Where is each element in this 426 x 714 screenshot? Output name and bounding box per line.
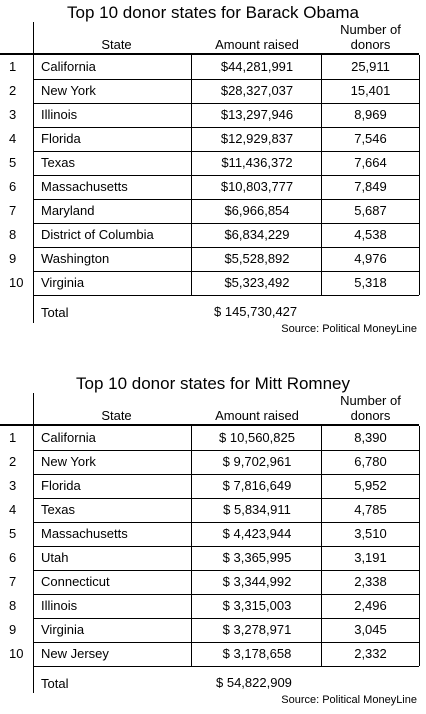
- rank-cell: 3: [9, 107, 17, 122]
- rank-cell: 9: [9, 622, 17, 637]
- rank-cell: 8: [9, 227, 17, 242]
- rank-cell: 2: [9, 83, 17, 98]
- rank-cell: 6: [9, 550, 17, 565]
- table-row: [0, 450, 426, 474]
- amount-cell: $5,323,492: [224, 275, 290, 290]
- rank-cell: 1: [9, 59, 17, 74]
- row-divider: [33, 79, 419, 80]
- donors-cell: 6,780: [354, 454, 387, 469]
- donors-cell: 5,687: [354, 203, 387, 218]
- donors-cell: 8,969: [354, 107, 387, 122]
- row-divider: [33, 642, 419, 643]
- state-cell: Florida: [41, 478, 81, 493]
- total-value: $ 54,822,909: [216, 675, 292, 690]
- romney-table-block: [0, 370, 426, 714]
- amount-cell: $ 5,834,911: [223, 502, 291, 517]
- row-divider: [33, 594, 419, 595]
- state-cell: California: [41, 59, 96, 74]
- amount-cell: $12,929,837: [220, 131, 294, 146]
- amount-cell: $6,966,854: [224, 203, 290, 218]
- source-note: Source: Political MoneyLine: [281, 694, 417, 706]
- table-row: [0, 594, 426, 618]
- donors-cell: 8,390: [354, 430, 387, 445]
- row-divider: [33, 103, 419, 104]
- donors-cell: 2,338: [354, 574, 387, 589]
- row-divider: [33, 199, 419, 200]
- column-divider: [419, 426, 420, 666]
- amount-cell: $5,528,892: [224, 251, 290, 266]
- amount-cell: $44,281,991: [220, 59, 294, 74]
- donors-cell: 3,510: [354, 526, 387, 541]
- donors-cell: 5,318: [354, 275, 387, 290]
- state-cell: New Jersey: [41, 646, 109, 661]
- state-cell: Massachusetts: [41, 526, 128, 541]
- column-divider: [33, 22, 34, 323]
- donors-cell: 3,045: [354, 622, 387, 637]
- donors-cell: 15,401: [350, 83, 391, 98]
- amount-cell: $ 7,816,649: [222, 478, 292, 493]
- table-title: Top 10 donor states for Mitt Romney: [75, 374, 351, 393]
- row-divider: [33, 618, 419, 619]
- state-cell: Illinois: [41, 598, 78, 613]
- row-divider: [33, 223, 419, 224]
- table-row: [0, 522, 426, 546]
- rank-cell: 10: [9, 275, 24, 290]
- header-state: State: [101, 408, 132, 423]
- rank-cell: 6: [9, 179, 17, 194]
- amount-cell: $ 3,178,658: [222, 646, 292, 661]
- row-divider: [33, 570, 419, 571]
- table-row: [0, 55, 426, 79]
- donors-cell: 4,538: [354, 227, 387, 242]
- amount-cell: $13,297,946: [220, 107, 294, 122]
- rank-cell: 7: [9, 203, 17, 218]
- table-row: [0, 426, 426, 450]
- column-divider: [191, 55, 192, 295]
- row-divider: [33, 151, 419, 152]
- row-divider: [33, 295, 419, 296]
- rank-cell: 1: [9, 430, 17, 445]
- column-divider: [321, 55, 322, 295]
- row-divider: [33, 666, 419, 667]
- row-divider: [33, 546, 419, 547]
- table-title: Top 10 donor states for Barack Obama: [67, 3, 359, 22]
- header-donors-line1: Number of: [340, 22, 401, 37]
- row-divider: [33, 474, 419, 475]
- amount-cell: $6,834,229: [224, 227, 290, 242]
- state-cell: Utah: [41, 550, 69, 565]
- state-cell: Washington: [41, 251, 110, 266]
- table-row: [0, 570, 426, 594]
- rank-cell: 7: [9, 574, 17, 589]
- state-cell: California: [41, 430, 96, 445]
- header-donors-line2: donors: [350, 37, 391, 52]
- amount-cell: $28,327,037: [220, 83, 294, 98]
- row-divider: [33, 271, 419, 272]
- total-value: $ 145,730,427: [214, 304, 298, 319]
- amount-cell: $ 9,702,961: [222, 454, 292, 469]
- donors-cell: 7,849: [354, 179, 387, 194]
- total-label: Total: [41, 676, 69, 691]
- rank-cell: 10: [9, 646, 24, 661]
- donors-cell: 2,496: [354, 598, 387, 613]
- column-divider: [419, 55, 420, 295]
- column-divider: [33, 393, 34, 693]
- header-donors-line1: Number of: [340, 393, 401, 408]
- header-amount: Amount raised: [215, 408, 299, 423]
- amount-cell: $ 3,278,971: [222, 622, 292, 637]
- table-row: [0, 103, 426, 127]
- column-divider: [191, 426, 192, 666]
- row-divider: [33, 127, 419, 128]
- state-cell: Maryland: [41, 203, 95, 218]
- row-divider: [33, 175, 419, 176]
- obama-table-block: [0, 0, 426, 345]
- rank-cell: 3: [9, 478, 17, 493]
- state-cell: New York: [41, 83, 96, 98]
- state-cell: Texas: [41, 155, 75, 170]
- amount-cell: $ 3,365,995: [222, 550, 292, 565]
- state-cell: Virginia: [41, 275, 85, 290]
- row-divider: [33, 498, 419, 499]
- donors-cell: 5,952: [354, 478, 387, 493]
- table-row: [0, 247, 426, 271]
- table-row: [0, 642, 426, 666]
- row-divider: [33, 247, 419, 248]
- table-row: [0, 79, 426, 103]
- amount-cell: $ 3,344,992: [222, 574, 292, 589]
- table-row: [0, 175, 426, 199]
- amount-cell: $11,436,372: [221, 155, 293, 170]
- donors-cell: 4,785: [354, 502, 387, 517]
- donors-cell: 2,332: [354, 646, 387, 661]
- donors-cell: 7,546: [354, 131, 387, 146]
- rank-cell: 2: [9, 454, 17, 469]
- table-row: [0, 199, 426, 223]
- table-row: [0, 223, 426, 247]
- amount-cell: $10,803,777: [220, 179, 294, 194]
- table-row: [0, 546, 426, 570]
- rank-cell: 4: [9, 502, 17, 517]
- table-row: [0, 271, 426, 295]
- state-cell: Illinois: [41, 107, 78, 122]
- donors-cell: 3,191: [354, 550, 387, 565]
- amount-cell: $ 3,315,003: [222, 598, 292, 613]
- header-donors-line2: donors: [350, 408, 391, 423]
- state-cell: Virginia: [41, 622, 85, 637]
- table-row: [0, 474, 426, 498]
- donors-cell: 7,664: [354, 155, 387, 170]
- row-divider: [33, 522, 419, 523]
- state-cell: Florida: [41, 131, 81, 146]
- source-note: Source: Political MoneyLine: [281, 323, 417, 335]
- rank-cell: 8: [9, 598, 17, 613]
- row-divider: [33, 450, 419, 451]
- header-state: State: [101, 37, 132, 52]
- donors-cell: 25,911: [351, 59, 390, 74]
- state-cell: New York: [41, 454, 96, 469]
- donors-cell: 4,976: [354, 251, 387, 266]
- state-cell: District of Columbia: [41, 227, 154, 242]
- state-cell: Massachusetts: [41, 179, 128, 194]
- amount-cell: $ 10,560,825: [219, 430, 295, 445]
- amount-cell: $ 4,423,944: [222, 526, 292, 541]
- state-cell: Texas: [41, 502, 75, 517]
- table-row: [0, 498, 426, 522]
- table-row: [0, 127, 426, 151]
- rank-cell: 5: [9, 155, 17, 170]
- table-row: [0, 151, 426, 175]
- column-divider: [321, 426, 322, 666]
- total-label: Total: [41, 305, 69, 320]
- header-amount: Amount raised: [215, 37, 299, 52]
- table-row: [0, 618, 426, 642]
- state-cell: Connecticut: [41, 574, 110, 589]
- rank-cell: 9: [9, 251, 17, 266]
- rank-cell: 4: [9, 131, 17, 146]
- rank-cell: 5: [9, 526, 17, 541]
